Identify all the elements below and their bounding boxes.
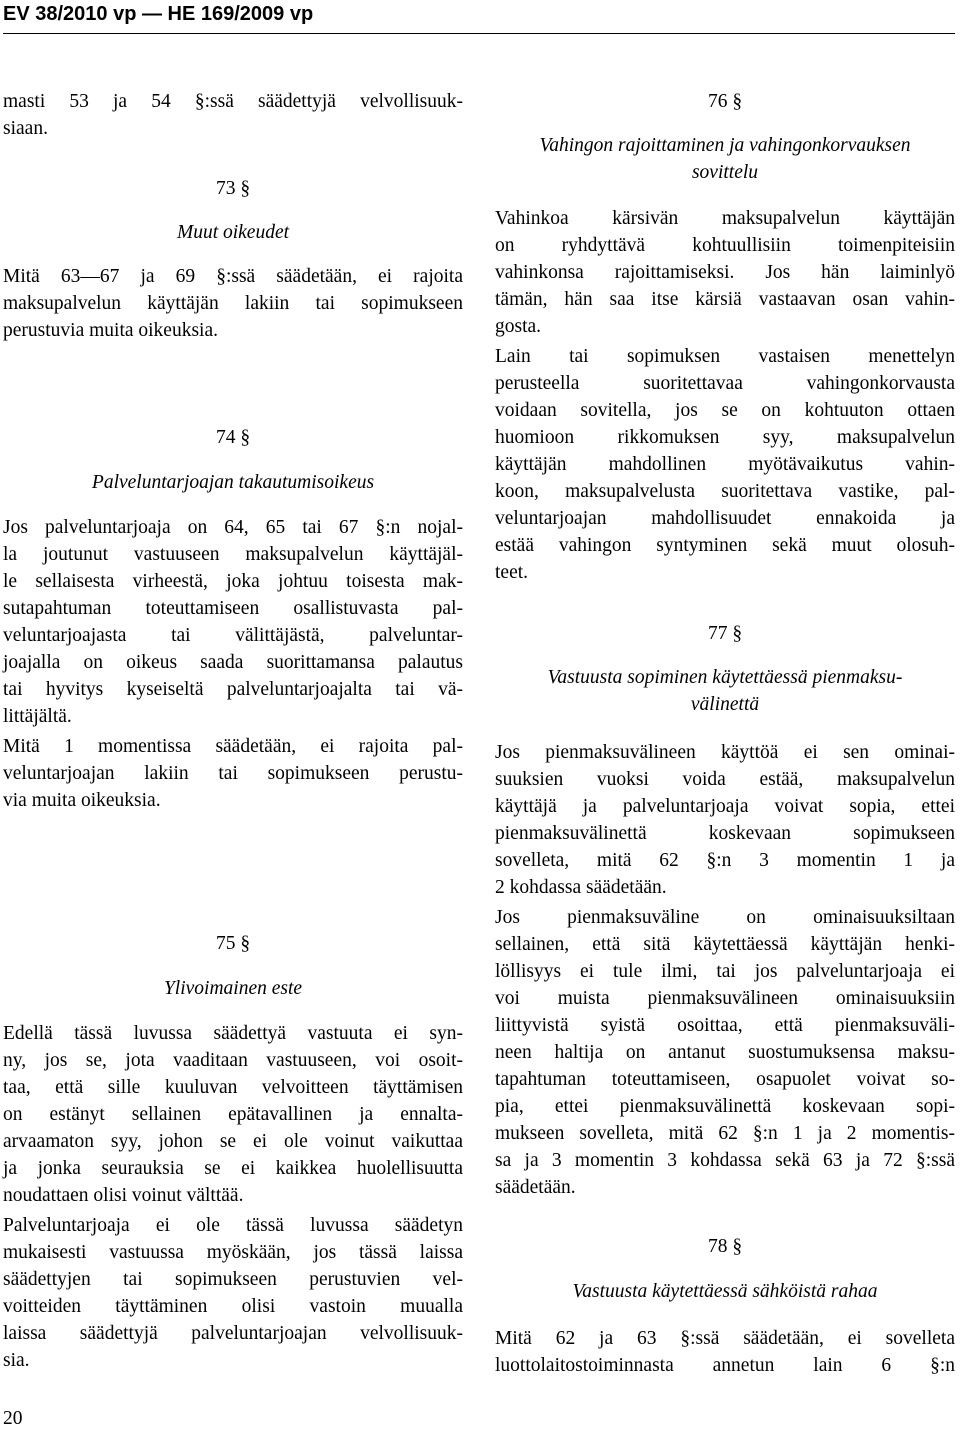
page-number: 20 xyxy=(3,1408,23,1429)
left-text-line: Mitä 1 momentissa säädetään, ei rajoita pal- xyxy=(3,736,463,757)
right-text-line: perusteella suoritettavaa vahingonkorvausta xyxy=(495,373,955,394)
right-text-line: Vahinkoa kärsivän maksupalvelun käyttäjän xyxy=(495,208,955,229)
left-text-line: säädettyjen tai sopimukseen perustuvien vel- xyxy=(3,1269,463,1290)
left-text-line: siaan. xyxy=(3,118,48,139)
left-text-line: on estänyt sellainen epätavallinen ja ennalta- xyxy=(3,1104,463,1125)
right-text-line: estää vahingon syntyminen sekä muut olosuh- xyxy=(495,535,955,556)
left-text-line: Edellä tässä luvussa säädettyä vastuuta ei syn- xyxy=(3,1023,463,1044)
right-text-line: 2 kohdassa säädetään. xyxy=(495,877,667,898)
right-text-line: löllisyys ei tule ilmi, tai jos palveluntarjoaja ei xyxy=(495,961,955,982)
right-text-line: Lain tai sopimuksen vastaisen menettelyn xyxy=(495,346,955,367)
right-text-line: sellainen, että sitä käytettäessä käyttäjän henki- xyxy=(495,934,955,955)
right-text-line: veluntarjoajan mahdollisuudet ennakoida ja xyxy=(495,508,955,529)
left-text-line: maksupalvelun käyttäjän lakiin tai sopimukseen xyxy=(3,293,463,314)
left-text-line: via muita oikeuksia. xyxy=(3,790,161,811)
right-section-heading: välinettä xyxy=(690,694,760,715)
right-text-line: liittyvistä syistä osoittaa, että pienmaksuväli- xyxy=(495,1015,955,1036)
left-text-line: taa, että sille kuuluvan velvoitteen täyttämisen xyxy=(3,1077,463,1098)
right-text-line: säädetään. xyxy=(495,1177,576,1198)
left-section-number: 73 § xyxy=(215,178,251,199)
left-text-line: ny, jos se, jota vaaditaan vastuuseen, voi osoit- xyxy=(3,1050,463,1071)
left-text-line: tai hyvitys kyseiseltä palveluntarjoajalta tai vä- xyxy=(3,679,463,700)
left-section-number: 75 § xyxy=(215,933,251,954)
right-text-line: neen haltija on antanut suostumuksensa maksu- xyxy=(495,1042,955,1063)
right-section-number: 77 § xyxy=(707,623,743,644)
left-text-line: voitteiden täyttäminen olisi vastoin muualla xyxy=(3,1296,463,1317)
right-section-number: 78 § xyxy=(707,1236,743,1257)
left-section-heading: Palveluntarjoajan takautumisoikeus xyxy=(91,472,375,493)
right-text-line: Jos pienmaksuvälineen käyttöä ei sen ominai- xyxy=(495,742,955,763)
left-text-line: perustuvia muita oikeuksia. xyxy=(3,320,218,341)
left-text-line: masti 53 ja 54 §:ssä säädettyjä velvollisuuk- xyxy=(3,91,463,112)
right-section-heading: sovittelu xyxy=(691,162,759,183)
right-text-line: on ryhdyttävä kohtuullisiin toimenpiteisiin xyxy=(495,235,955,256)
right-text-line: pia, ettei pienmaksuvälinettä koskevaan sopi- xyxy=(495,1096,955,1117)
right-text-line: sa ja 3 momentin 3 kohdassa sekä 63 ja 72 §:ssä xyxy=(495,1150,955,1171)
right-text-line: teet. xyxy=(495,562,529,583)
left-text-line: sutapahtuman toteuttamiseen osallistuvasta pal- xyxy=(3,598,463,619)
left-section-number: 74 § xyxy=(215,427,251,448)
left-text-line: la joutunut vastuuseen maksupalvelun käyttäjäl- xyxy=(3,544,463,565)
left-text-line: veluntarjoajasta tai välittäjästä, palveluntar- xyxy=(3,625,463,646)
left-text-line: arvaamaton syy, johon se ei ole voinut vaikuttaa xyxy=(3,1131,463,1152)
right-text-line: suuksien vuoksi voida estää, maksupalvelun xyxy=(495,769,955,790)
left-text-line: Palveluntarjoaja ei ole tässä luvussa säädetyn xyxy=(3,1215,463,1236)
right-section-heading: Vahingon rajoittaminen ja vahingonkorvauksen xyxy=(539,135,911,156)
left-text-line: littäjältä. xyxy=(3,706,72,727)
right-section-heading: Vastuusta sopiminen käytettäessä pienmaksu- xyxy=(547,667,903,688)
right-text-line: käyttäjän mahdollinen myötävaikutus vahin- xyxy=(495,454,955,475)
left-text-line: noudattaen olisi voinut välttää. xyxy=(3,1185,244,1206)
running-header xyxy=(3,0,955,34)
right-text-line: tapahtuman toteuttamiseen, osapuolet voivat so- xyxy=(495,1069,955,1090)
left-text-line: mukaisesti vastuussa myöskään, jos tässä laissa xyxy=(3,1242,463,1263)
left-text-line: veluntarjoajan lakiin tai sopimukseen perustu- xyxy=(3,763,463,784)
left-section-heading: Muut oikeudet xyxy=(176,222,290,243)
right-text-line: Jos pienmaksuväline on ominaisuuksiltaan xyxy=(495,907,955,928)
right-section-heading: Vastuusta käytettäessä sähköistä rahaa xyxy=(572,1281,878,1302)
right-text-line: luottolaitostoiminnasta annetun lain 6 §:n xyxy=(495,1355,955,1376)
right-text-line: koon, maksupalvelusta suoritettava vastike, pal- xyxy=(495,481,955,502)
left-text-line: joajalla on oikeus saada suorittamansa palautus xyxy=(3,652,463,673)
right-text-line: gosta. xyxy=(495,316,542,337)
left-text-line: le sellaisesta virheestä, joka johtuu toisesta mak- xyxy=(3,571,463,592)
left-text-line: Jos palveluntarjoaja on 64, 65 tai 67 §:n nojal- xyxy=(3,517,463,538)
right-text-line: Mitä 62 ja 63 §:ssä säädetään, ei sovelleta xyxy=(495,1328,955,1349)
right-text-line: pienmaksuvälinettä koskevaan sopimukseen xyxy=(495,823,955,844)
right-section-number: 76 § xyxy=(707,91,743,112)
header-title: EV 38/2010 vp — HE 169/2009 vp xyxy=(3,3,314,25)
left-text-line: laissa säädettyjä palveluntarjoajan velvollisuuk- xyxy=(3,1323,463,1344)
right-text-line: sovelleta, mitä 62 §:n 3 momentin 1 ja xyxy=(495,850,955,871)
right-text-line: käyttäjä ja palveluntarjoaja voivat sopia, ettei xyxy=(495,796,955,817)
left-text-line: Mitä 63—67 ja 69 §:ssä säädetään, ei rajoita xyxy=(3,266,463,287)
right-text-line: voidaan sovitella, jos se on kohtuuton ottaen xyxy=(495,400,955,421)
right-text-line: huomioon rikkomuksen syy, maksupalvelun xyxy=(495,427,955,448)
right-text-line: tämän, hän saa itse kärsiä vastaavan osan vahin- xyxy=(495,289,955,310)
right-text-line: mukseen sovelleta, mitä 62 §:n 1 ja 2 momentis- xyxy=(495,1123,955,1144)
left-text-line: ja jonka seurauksia se ei kaikkea huolellisuutta xyxy=(3,1158,463,1179)
right-text-line: vahinkonsa rajoittamiseksi. Jos hän laiminlyö xyxy=(495,262,955,283)
right-text-line: voi muista pienmaksuvälineen ominaisuuksiin xyxy=(495,988,955,1009)
left-section-heading: Ylivoimainen este xyxy=(163,978,303,999)
left-text-line: sia. xyxy=(3,1350,30,1371)
